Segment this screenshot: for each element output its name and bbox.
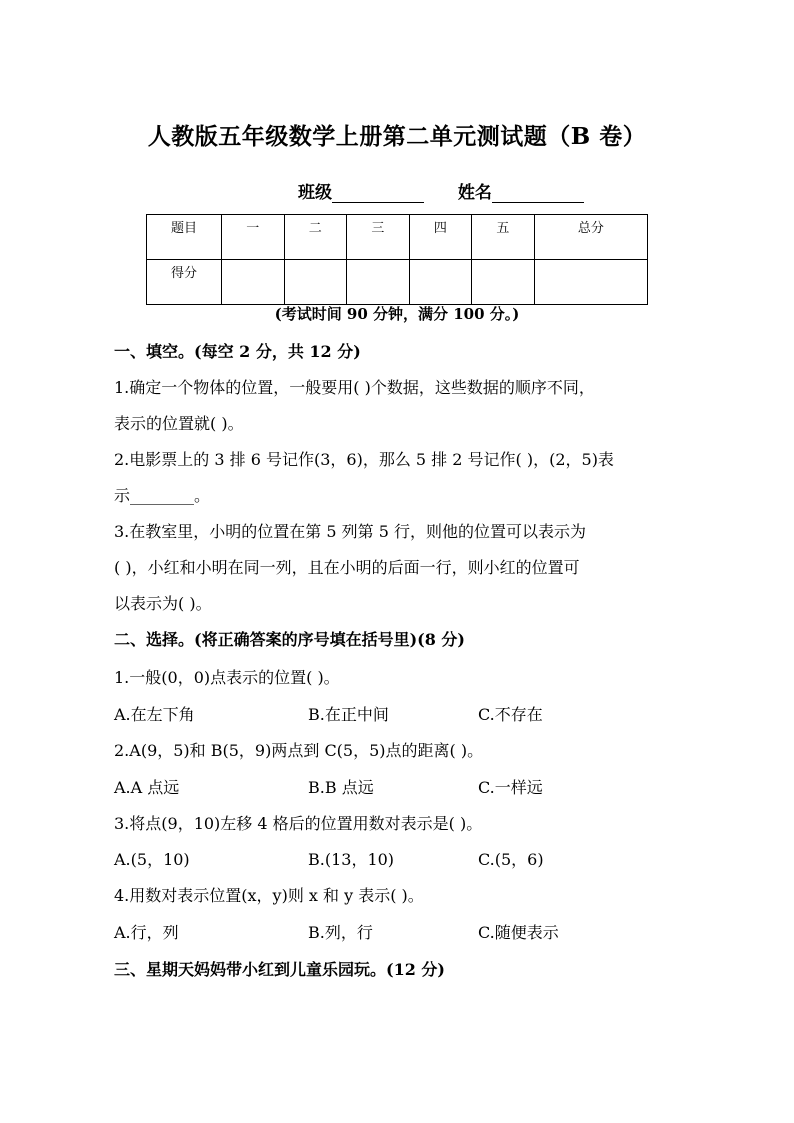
score-cell[interactable] xyxy=(347,260,410,305)
score-table-header-row xyxy=(147,215,648,260)
choice-2-option-b: B.B 点远 xyxy=(308,778,374,797)
choice-4-option-a: A.行，列 xyxy=(114,923,179,942)
question-1-line-2: 表示的位置就( )。 xyxy=(114,414,244,433)
score-cell[interactable] xyxy=(409,260,472,305)
score-table-score-row xyxy=(147,260,648,305)
section-3-heading: 三、星期天妈妈带小红到儿童乐园玩。(12 分) xyxy=(114,960,445,979)
page-title: 人教版五年级数学上册第二单元测试题（B 卷） xyxy=(147,123,647,150)
choice-1-question: 1.一般(0，0)点表示的位置( )。 xyxy=(114,668,340,687)
score-header-cell: 题目 xyxy=(147,215,222,260)
class-label: 班级 xyxy=(298,183,332,203)
question-1-line-1: 1.确定一个物体的位置，一般要用( )个数据，这些数据的顺序不同， xyxy=(114,378,595,397)
score-header-cell: 三 xyxy=(347,215,410,260)
name-label: 姓名 xyxy=(457,183,492,203)
score-cell[interactable] xyxy=(472,260,535,305)
score-header-cell: 四 xyxy=(409,215,472,260)
choice-1-option-a: A.在左下角 xyxy=(114,705,195,724)
question-2-line-1: 2.电影票上的 3 排 6 号记作(3，6)，那么 5 排 2 号记作( )，(2，5)表 xyxy=(114,450,614,469)
question-2-line-2: 示________。 xyxy=(114,486,211,505)
score-cell[interactable] xyxy=(222,260,285,305)
section-1-heading: 一、填空。(每空 2 分，共 12 分) xyxy=(114,342,361,361)
score-table xyxy=(146,214,648,305)
score-header-cell: 二 xyxy=(284,215,347,260)
name-blank xyxy=(492,182,584,203)
score-header-cell: 五 xyxy=(472,215,535,260)
question-3-line-3: 以表示为( )。 xyxy=(114,594,212,613)
question-3-line-2: ( )，小红和小明在同一列，且在小明的后面一行，则小红的位置可 xyxy=(114,558,580,577)
choice-3-option-b: B.(13，10) xyxy=(308,850,395,869)
choice-1-option-b: B.在正中间 xyxy=(308,705,389,724)
question-3-line-1: 3.在教室里，小明的位置在第 5 列第 5 行，则他的位置可以表示为 xyxy=(114,522,586,541)
choice-3-option-c: C.(5，6) xyxy=(478,850,544,869)
section-2-heading: 二、选择。(将正确答案的序号填在括号里)(8 分) xyxy=(114,630,465,649)
choice-3-question: 3.将点(9，10)左移 4 格后的位置用数对表示是( )。 xyxy=(114,814,483,833)
choice-4-option-b: B.列，行 xyxy=(308,923,373,942)
choice-2-option-a: A.A 点远 xyxy=(114,778,180,797)
choice-2-option-c: C.一样远 xyxy=(478,778,543,797)
choice-1-option-c: C.不存在 xyxy=(478,705,543,724)
choice-4-question: 4.用数对表示位置(x，y)则 x 和 y 表示( )。 xyxy=(114,886,424,905)
choice-3-option-a: A.(5，10) xyxy=(114,850,190,869)
score-cell[interactable] xyxy=(284,260,347,305)
score-header-cell: 一 xyxy=(222,215,285,260)
choice-2-question: 2.A(9，5)和 B(5，9)两点到 C(5，5)点的距离( )。 xyxy=(114,741,484,760)
class-blank xyxy=(332,182,424,203)
student-info-row xyxy=(298,178,612,203)
score-header-cell: 总分 xyxy=(534,215,647,260)
score-cell[interactable] xyxy=(534,260,647,305)
exam-note: (考试时间 90 分钟，满分 100 分。) xyxy=(274,305,520,323)
choice-4-option-c: C.随便表示 xyxy=(478,923,559,942)
score-row-label: 得分 xyxy=(147,260,222,305)
